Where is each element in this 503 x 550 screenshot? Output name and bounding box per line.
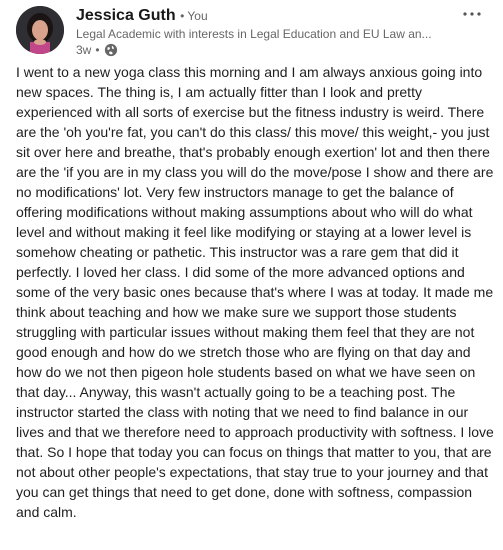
more-horizontal-icon bbox=[462, 11, 482, 17]
author-headline: Legal Academic with interests in Legal Education and EU Law an... bbox=[76, 27, 432, 41]
post-header bbox=[16, 4, 486, 56]
author-meta bbox=[76, 6, 476, 58]
avatar[interactable] bbox=[16, 6, 64, 54]
author-relation: You bbox=[187, 9, 208, 23]
separator-dot: • bbox=[95, 43, 100, 57]
author-name[interactable]: Jessica Guth bbox=[76, 7, 176, 24]
post-time: 3w bbox=[76, 43, 92, 57]
post-body: I went to a new yoga class this morning and I am always anxious going into new spaces. The thing is, I am actually fitter than I look and pretty experienced with all sorts of exercise but the fitness industry is weird. There are the 'oh you're fat, you can't do this class/ this move/ this weight,- you just sit over here and breathe, that's probably enough exertion' lot and then there are the 'if you are in my class you will do the move/pose I show and there are no modifications' lot. Very few instructors manage to get the balance of offering modifications without making assumptions about who will do what level and without making it feel like modifying or staying at a lower level is somehow cheating or pathetic. This instructor was a rare gem that did it perfectly. I loved her class. I did some of the more advanced options and some of the very basic ones because that's where I was at today. It made me think about teaching and how we make sure we support those students struggling with particular issues without making them feel that they are not good enough and how do we stretch those who are flying on that day and how do we not then pigeon hole students based on what we have seen on that day... Anyway, this wasn't actually going to be a teaching post. The instructor started the class with noting that we need to find balance in our lives and that we therefore need to approach productivity with softness. I love that. So I hope that today you can focus on things that matter to you, that are not about other people's expectations, that stay true to your journey and that you can get things that need to get done, done with softness, compassion and calm. bbox=[16, 64, 494, 520]
more-options-button[interactable] bbox=[460, 4, 484, 24]
separator-dot: • bbox=[180, 9, 188, 23]
globe-icon bbox=[104, 43, 118, 57]
post-timestamp bbox=[76, 42, 476, 58]
